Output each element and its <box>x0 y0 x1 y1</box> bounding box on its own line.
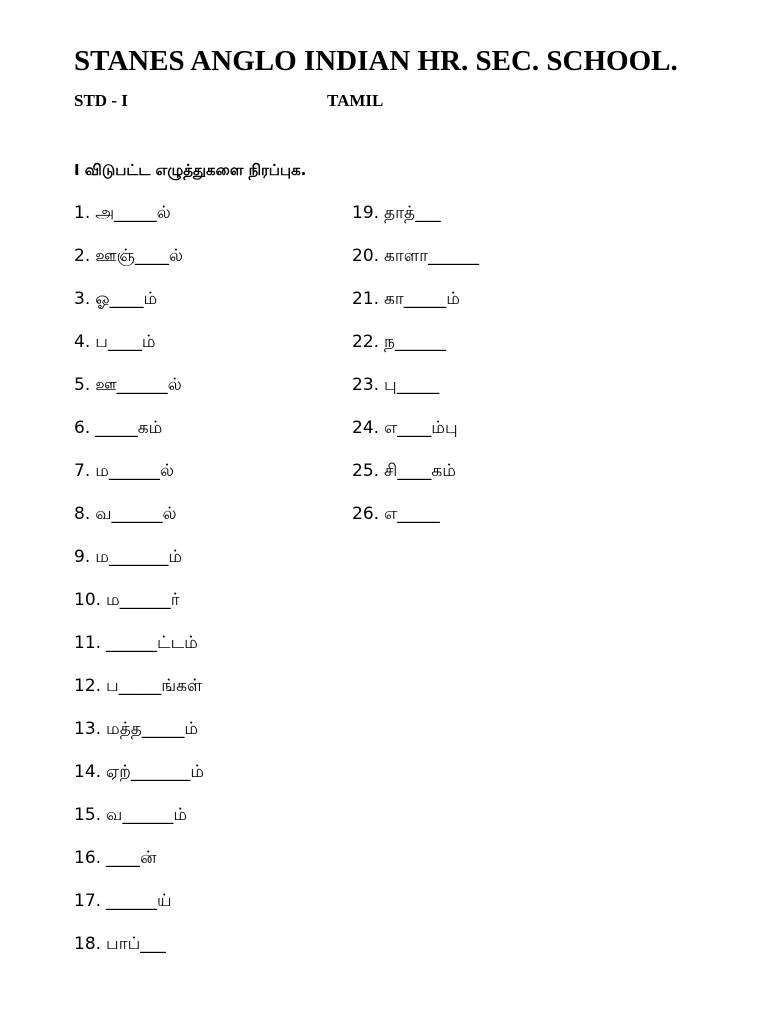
question-text: சி____கம் <box>384 461 456 481</box>
question-text: ______ட்டம் <box>106 633 198 653</box>
question-text: கா_____ம் <box>384 289 460 309</box>
question-item <box>74 330 204 373</box>
question-text: மத்த_____ம் <box>106 719 199 739</box>
question-text: வ______ல் <box>95 504 177 524</box>
question-text: பாப்___ <box>106 934 166 954</box>
question-text: பு_____ <box>384 375 440 395</box>
question-item <box>352 459 479 502</box>
question-text: ஊ______ல் <box>95 375 182 395</box>
question-text: ம______ர் <box>106 590 180 610</box>
question-number: 6. <box>74 418 91 438</box>
question-number: 5. <box>74 375 91 395</box>
question-item <box>352 416 479 459</box>
question-text: தாத்___ <box>384 203 441 223</box>
question-item <box>74 631 204 674</box>
question-number: 24. <box>352 418 380 438</box>
question-number: 20. <box>352 246 380 266</box>
question-item <box>352 502 479 545</box>
question-number: 12. <box>74 676 102 696</box>
question-number: 2. <box>74 246 91 266</box>
question-item <box>352 244 479 287</box>
question-item <box>74 545 204 588</box>
question-text: ம______ல் <box>95 461 175 481</box>
question-item <box>74 416 204 459</box>
question-text: _____கம் <box>95 418 163 438</box>
question-text: ______ய் <box>106 891 172 911</box>
question-number: 9. <box>74 547 91 567</box>
question-number: 4. <box>74 332 91 352</box>
question-text: காளா______ <box>384 246 480 266</box>
question-text: ந______ <box>384 332 446 352</box>
school-title: STANES ANGLO INDIAN HR. SEC. SCHOOL. <box>74 45 678 77</box>
question-item <box>74 244 204 287</box>
question-item <box>352 287 479 330</box>
question-item <box>74 717 204 760</box>
question-item <box>74 846 204 889</box>
question-item <box>74 674 204 717</box>
question-text: ஏற்_______ம் <box>106 762 205 782</box>
subject-label: TAMIL <box>327 91 384 110</box>
question-text: ஓ____ம் <box>95 289 158 309</box>
question-item <box>352 373 479 416</box>
question-number: 14. <box>74 762 102 782</box>
question-number: 19. <box>352 203 380 223</box>
question-item <box>74 201 204 244</box>
question-item <box>74 502 204 545</box>
question-number: 23. <box>352 375 380 395</box>
questions-right-column <box>352 201 479 545</box>
question-item <box>74 760 204 803</box>
question-number: 11. <box>74 633 102 653</box>
question-number: 10. <box>74 590 102 610</box>
exercise-instruction: I விடுபட்ட எழுத்துகளை நிரப்புக. <box>74 161 307 179</box>
question-text: வ______ம் <box>106 805 187 825</box>
question-item <box>74 459 204 502</box>
question-item <box>74 373 204 416</box>
question-text: ஊஞ்____ல் <box>95 246 184 266</box>
question-text: எ_____ <box>384 504 440 524</box>
questions-left-column <box>74 201 204 975</box>
question-number: 3. <box>74 289 91 309</box>
question-number: 26. <box>352 504 380 524</box>
question-number: 15. <box>74 805 102 825</box>
question-number: 17. <box>74 891 102 911</box>
class-label: STD - I <box>74 91 128 110</box>
question-item <box>74 932 204 975</box>
question-text: ப____ம் <box>95 332 156 352</box>
question-number: 1. <box>74 203 91 223</box>
question-item <box>352 201 479 244</box>
question-number: 22. <box>352 332 380 352</box>
question-text: எ____ம்பு <box>384 418 458 438</box>
question-number: 8. <box>74 504 91 524</box>
question-item <box>352 330 479 373</box>
question-number: 16. <box>74 848 102 868</box>
question-item <box>74 588 204 631</box>
question-text: ப_____ங்கள் <box>106 676 203 696</box>
question-item <box>74 889 204 932</box>
question-number: 13. <box>74 719 102 739</box>
question-number: 21. <box>352 289 380 309</box>
question-text: அ_____ல் <box>95 203 171 223</box>
question-text: ____ன் <box>106 848 157 868</box>
question-number: 25. <box>352 461 380 481</box>
question-number: 18. <box>74 934 102 954</box>
question-number: 7. <box>74 461 91 481</box>
question-item <box>74 803 204 846</box>
question-text: ம_______ம் <box>95 547 183 567</box>
question-item <box>74 287 204 330</box>
